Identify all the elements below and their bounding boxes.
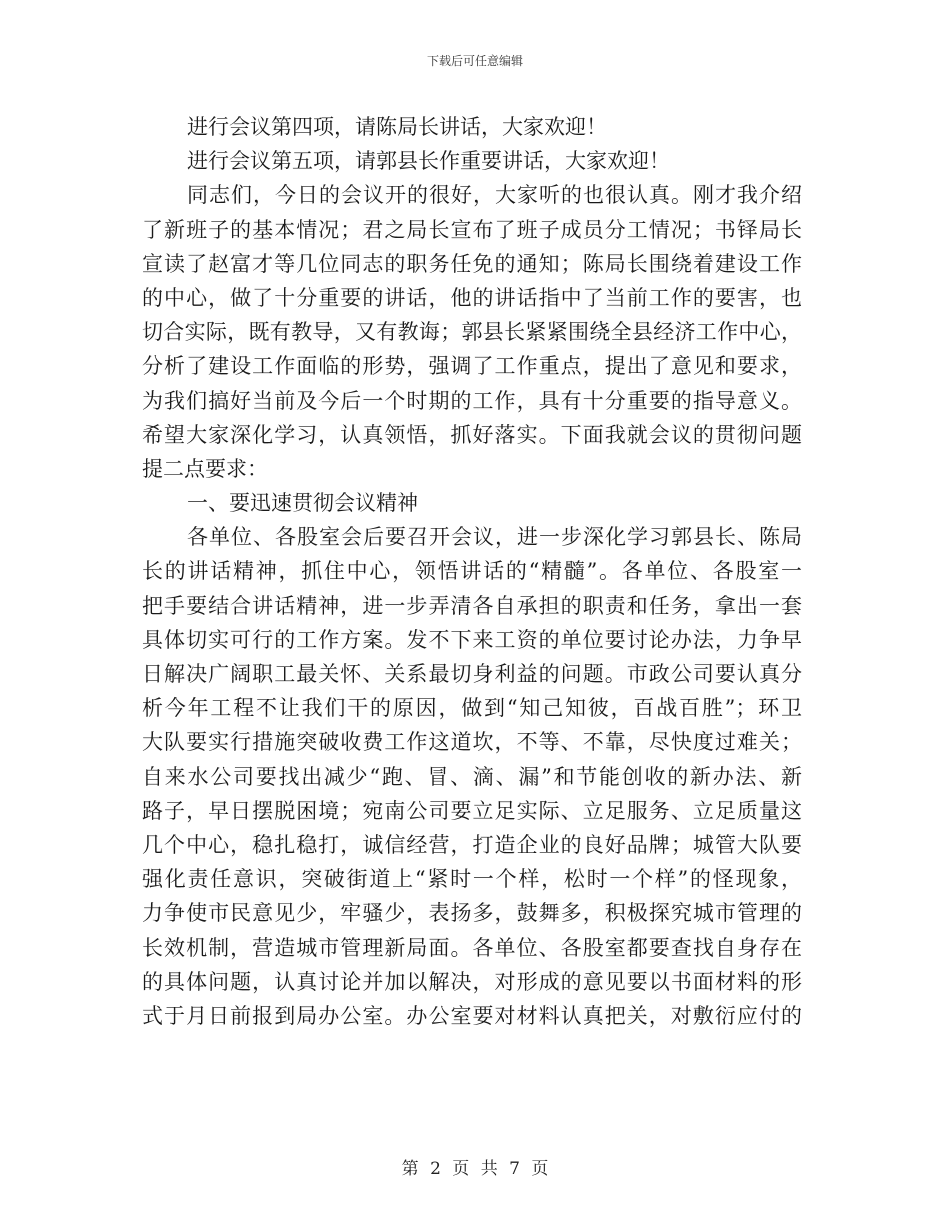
- paragraph-line: 力争使市民意见少，牢骚少，表扬多，鼓舞多，积极探究城市管理的: [142, 901, 802, 926]
- paragraph-line: 分析了建设工作面临的形势，强调了工作重点，提出了意见和要求，: [142, 354, 802, 379]
- paragraph-line: 进行会议第五项，请郭县长作重要讲话，大家欢迎！: [187, 149, 670, 174]
- paragraph-line: 提二点要求：: [142, 456, 268, 481]
- paragraph-line: 各单位、各股室会后要召开会议，进一步深化学习郭县长、陈局: [187, 525, 802, 550]
- paragraph-line: 析今年工程不让我们干的原因，做到“知己知彼，百战百胜”；环卫: [142, 696, 802, 721]
- paragraph-line: 希望大家深化学习，认真领悟，抓好落实。下面我就会议的贯彻问题: [142, 422, 802, 447]
- section-heading: 一、要迅速贯彻会议精神: [187, 491, 418, 516]
- paragraph-line: 路子，早日摆脱困境；宛南公司要立足实际、立足服务、立足质量这: [142, 798, 802, 823]
- paragraph-line: 强化责任意识，突破街道上“紧时一个样，松时一个样”的怪现象，: [142, 867, 802, 892]
- paragraph-line: 的具体问题，认真讨论并加以解决，对形成的意见要以书面材料的形: [142, 969, 802, 994]
- paragraph-line: 日解决广阔职工最关怀、关系最切身利益的问题。市政公司要认真分: [142, 662, 802, 686]
- paragraph-line: 具体切实可行的工作方案。发不下来工资的单位要讨论办法，力争早: [142, 627, 802, 652]
- paragraph-line: 了新班子的基本情况；君之局长宣布了班子成员分工情况；书铎局长: [142, 217, 802, 242]
- paragraph-line: 自来水公司要找出减少“跑、冒、滴、漏”和节能创收的新办法、新: [142, 764, 802, 789]
- paragraph-line: 同志们，今日的会议开的很好，大家听的也很认真。刚才我介绍: [187, 183, 802, 208]
- paragraph-line: 长的讲话精神，抓住中心，领悟讲话的“精髓”。各单位、各股室一: [142, 559, 802, 584]
- paragraph-line: 进行会议第四项，请陈局长讲话，大家欢迎！: [187, 115, 607, 139]
- paragraph-line: 的中心，做了十分重要的讲话，他的讲话指中了当前工作的要害，也: [142, 285, 802, 310]
- paragraph-line: 把手要结合讲话精神，进一步弄清各自承担的职责和任务，拿出一套: [142, 593, 802, 618]
- document-body: [142, 110, 802, 1033]
- paragraph-line: 大队要实行措施突破收费工作这道坎，不等、不靠，尽快度过难关；: [142, 730, 802, 755]
- paragraph-line: 为我们搞好当前及今后一个时期的工作，具有十分重要的指导意义。: [142, 388, 802, 413]
- paragraph-line: 几个中心，稳扎稳打，诚信经营，打造企业的良好品牌；城管大队要: [142, 832, 802, 857]
- page-number: 第 2 页 共 7 页: [401, 1159, 549, 1179]
- paragraph-line: 长效机制，营造城市管理新局面。各单位、各股室都要查找自身存在: [142, 935, 802, 960]
- paragraph-line: 宣读了赵富才等几位同志的职务任免的通知；陈局长围绕着建设工作: [142, 251, 802, 276]
- page-header: 下载后可任意编辑: [426, 54, 523, 68]
- paragraph-line: 切合实际，既有教导，又有教诲；郭县长紧紧围绕全县经济工作中心，: [142, 320, 802, 345]
- paragraph-line: 式于月日前报到局办公室。办公室要对材料认真把关，对敷衍应付的: [142, 1003, 802, 1028]
